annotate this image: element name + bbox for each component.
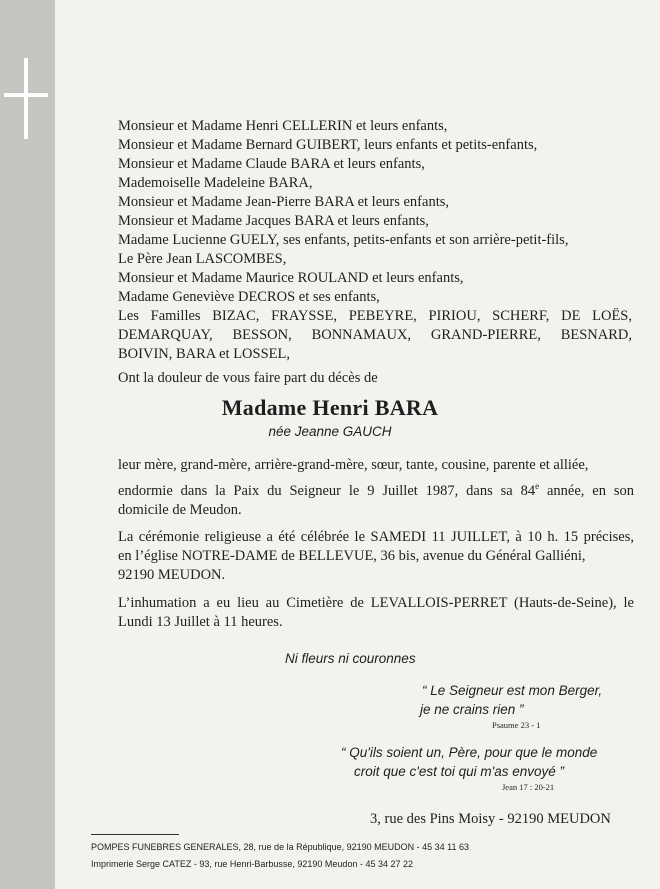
maiden-name: née Jeanne GAUCH — [268, 424, 392, 439]
footer-line: Imprimerie Serge CATEZ - 93, rue Henri-Barbusse, 92190 Meudon - 45 34 27 22 — [91, 859, 413, 869]
flowers-note: Ni fleurs ni couronnes — [285, 651, 416, 666]
ceremony-line: 92190 MEUDON. — [118, 567, 226, 583]
quote-line: “ Le Seigneur est mon Berger, — [422, 683, 603, 698]
cross-icon — [0, 0, 55, 140]
relation-text: leur mère, grand-mère, arrière-grand-mère, sœur, tante, cousine, parente et alliée, — [118, 457, 589, 473]
family-line: BOIVIN, BARA et LOSSEL, — [118, 346, 290, 362]
family-line: Monsieur et Madame Henri CELLERIN et leurs enfants, — [118, 118, 448, 134]
quote-reference: Jean 17 : 20-21 — [502, 782, 555, 792]
family-line: Monsieur et Madame Bernard GUIBERT, leurs enfants et petits-enfants, — [118, 137, 538, 153]
footer-divider — [91, 834, 179, 835]
home-address: 3, rue des Pins Moisy - 92190 MEUDON — [370, 811, 611, 827]
footer-line: POMPES FUNEBRES GENERALES, 28, rue de la République, 92190 MEUDON - 45 34 11 63 — [91, 842, 470, 852]
death-line: domicile de Meudon. — [118, 502, 242, 518]
family-line: Madame Lucienne GUELY, ses enfants, petits-enfants et son arrière-petit-fils, — [118, 232, 569, 248]
family-line: Monsieur et Madame Jean-Pierre BARA et leurs enfants, — [118, 194, 449, 210]
quote-line: “ Qu'ils soient un, Père, pour que le monde — [341, 745, 598, 760]
family-line: Madame Geneviève DECROS et ses enfants, — [118, 289, 380, 305]
family-line: Les Familles BIZAC, FRAYSSE, PEBEYRE, PIRIOU, SCHERF, DE LOËS, — [118, 308, 632, 324]
family-line: Monsieur et Madame Jacques BARA et leurs enfants, — [118, 213, 429, 229]
burial-line: L’inhumation a eu lieu au Cimetière de LEVALLOIS-PERRET (Hauts-de-Seine), le — [118, 595, 634, 611]
death-line: endormie dans la Paix du Seigneur le 9 Juillet 1987, dans sa 84e année, en son — [118, 481, 635, 499]
family-line: Le Père Jean LASCOMBES, — [118, 251, 287, 267]
family-line: Monsieur et Madame Maurice ROULAND et leurs enfants, — [118, 270, 464, 286]
ceremony-line: en l’église NOTRE-DAME de BELLEVUE, 36 bis, avenue du Général Galliéni, — [118, 548, 586, 564]
announcement-text: Ont la douleur de vous faire part du décès de — [118, 370, 378, 386]
family-line: DEMARQUAY, BESSON, BONNAMAUX, GRAND-PIERRE, BESNARD, — [118, 327, 632, 343]
deceased-name: Madame Henri BARA — [221, 395, 439, 420]
quote-line: je ne crains rien ” — [420, 702, 524, 717]
ceremony-line: La cérémonie religieuse a été célébrée le SAMEDI 11 JUILLET, à 10 h. 15 précises, — [118, 529, 634, 545]
family-line: Monsieur et Madame Claude BARA et leurs enfants, — [118, 156, 425, 172]
quote-reference: Psaume 23 - 1 — [492, 720, 541, 730]
quote-line: croit que c'est toi qui m'as envoyé ” — [354, 764, 565, 779]
burial-line: Lundi 13 Juillet à 11 heures. — [118, 614, 283, 630]
family-line: Mademoiselle Madeleine BARA, — [118, 175, 313, 191]
